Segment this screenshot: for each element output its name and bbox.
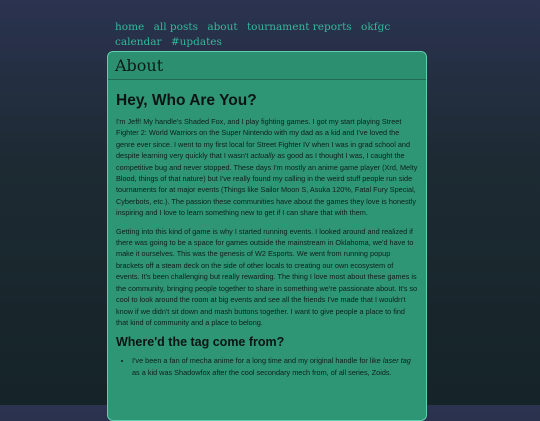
intro-paragraph <box>116 116 418 219</box>
nav-okfgc-calendar-link[interactable]: okfgc calendar <box>115 21 391 48</box>
nav-home-link[interactable]: home <box>115 21 145 33</box>
card-content <box>108 80 426 378</box>
page-title: About <box>115 56 164 75</box>
section-heading: Hey, Who Are You? <box>116 92 257 109</box>
card-header <box>108 52 426 80</box>
intro-text-a: I'm Jeff! My handle's Shaded Fox, and I play fighting games. I got my start playing Street Fighter 2: World Warriors on the Super Nintendo with my dad as a kid and I've loved the genre ever since. I went to my first local for Street Fighter IV when I was in grad school and despite learning very quickly that I wasn't <box>116 117 411 161</box>
events-paragraph: Getting into this kind of game is why I started running events. I looked around and realized if there was going to be a space for games outside the mainstream in Oklahoma, we'd have to make it ourselves. This was the genesis of W2 Esports. We went from running popup brackets off a steam deck on the side of other locals to creating our own ecosystem of events. It's been challenging but really rewarding. The thing I love most about these games is the community, bringing people together to share in something we're passionate about. It's so cool to look around the room at big events and see all the friends I've made that I wouldn't know if we didn't sit down and mash buttons together. I want to give people a place to find that kind of community and a place to belong. <box>116 226 418 327</box>
nav-updates-link[interactable]: #updates <box>170 36 222 48</box>
top-nav <box>115 20 435 50</box>
bullet-text-a: I've been a fan of mecha anime for a long time and my original handle for like <box>132 356 383 366</box>
bullet-text-b: as a kid was Shadowfox after the cool secondary mech from, of all series, Zoids. <box>132 367 392 377</box>
subsection-heading: Where'd the tag come from? <box>116 335 285 350</box>
nav-all-posts-link[interactable]: all posts <box>153 21 198 33</box>
nav-tournament-reports-link[interactable]: tournament reports <box>246 21 352 33</box>
intro-emphasis: actually <box>250 151 276 161</box>
intro-text-b: as good as I thought I was, I caught the competitive bug and never stopped. These days I'm mostly an anime game player (Xrd, Melty Blood, things of that nature) but I've really found my calling in the weird stuff people run side tournaments for at major events (Things like Sailor Moon S, Asuka 120%, Fatal Fury Special, Cyberbots, etc.). The passion these communities have about the games they love is honestly inspiring and I love to learn something new to get if I can share that with them. <box>116 151 418 218</box>
tag-list <box>116 355 418 378</box>
list-item <box>132 355 418 378</box>
nav-about-link[interactable]: about <box>207 21 238 33</box>
bullet-emphasis: laser tag <box>382 356 411 366</box>
about-card <box>107 51 427 421</box>
